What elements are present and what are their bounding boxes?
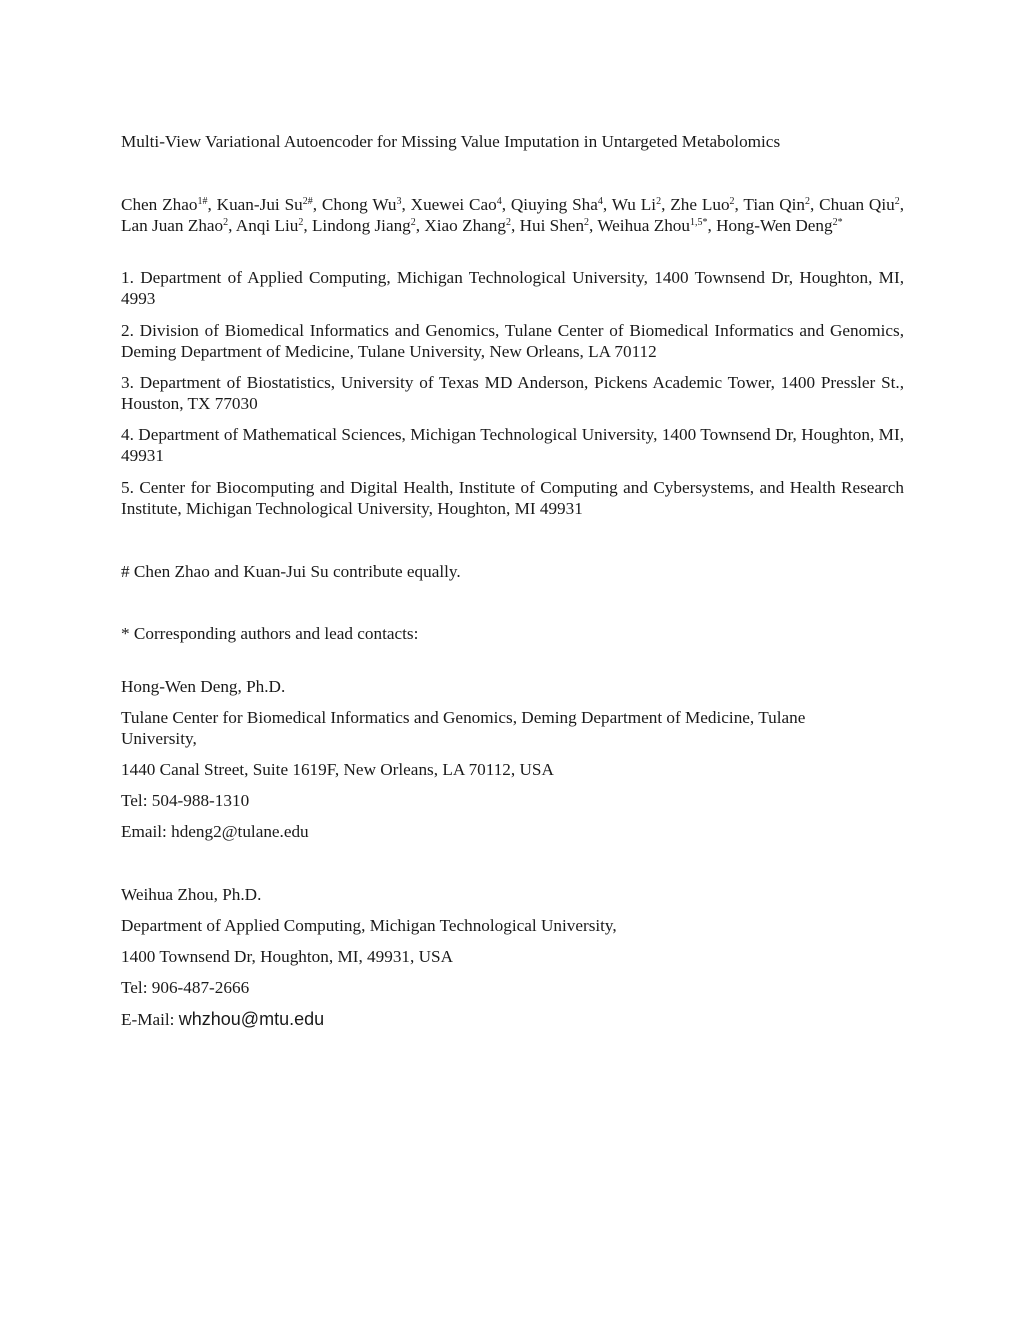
author-affiliation-marker: 4 (597, 196, 603, 207)
author-affiliation-marker: 1# (197, 196, 208, 207)
author-name: Lindong Jiang (311, 216, 411, 235)
author-name: Chen Zhao (121, 195, 198, 214)
author-separator: , (707, 216, 712, 235)
author-affiliation-marker: 1,5* (689, 217, 708, 228)
contact1-address: 1440 Canal Street, Suite 1619F, New Orleans, LA 70112, USA (121, 760, 554, 779)
author-name: Chuan Qiu (819, 195, 895, 214)
contact1-email[interactable]: Email: hdeng2@tulane.edu (121, 822, 309, 841)
author-name: Xiao Zhang (424, 216, 506, 235)
author-separator: , (312, 195, 318, 214)
affiliation-1: 1. Department of Applied Computing, Michigan Technological University, 1400 Townsend Dr, Houghton, MI, 4993 (121, 268, 904, 308)
author-separator: , (589, 216, 594, 235)
author-affiliation-marker: 4 (496, 196, 502, 207)
author-name: Zhe Luo (670, 195, 730, 214)
author-affiliation-marker: 2 (410, 217, 416, 228)
author-separator: , (661, 195, 666, 214)
author-affiliation-marker: 2* (832, 217, 843, 228)
author-affiliation-marker: 3 (396, 196, 402, 207)
author-separator: , (734, 195, 739, 214)
author-separator: , (510, 216, 516, 235)
author-affiliation-marker: 2 (223, 217, 229, 228)
contact1-affiliation: Tulane Center for Biomedical Informatics and Genomics, Deming Department of Medicine, Tulane University, (121, 708, 806, 748)
author-name: Chong Wu (321, 195, 397, 214)
author-name: Hui Shen (519, 216, 585, 235)
author-separator: , (207, 195, 212, 214)
affiliation-5: 5. Center for Biocomputing and Digital Health, Institute of Computing and Cybersystems, and Health Research Institute, Michigan Technological University, Houghton, MI 49931 (121, 478, 904, 518)
affiliation-3: 3. Department of Biostatistics, University of Texas MD Anderson, Pickens Academic Tower, 1400 Pressler St., Houston, TX 77030 (121, 373, 904, 413)
contact1-name: Hong-Wen Deng, Ph.D. (121, 677, 286, 696)
author-separator: , (401, 195, 406, 214)
contact2-affiliation: Department of Applied Computing, Michigan Technological University, (121, 916, 617, 935)
author-affiliation-marker: 2 (298, 217, 304, 228)
affiliation-2: 2. Division of Biomedical Informatics and Genomics, Tulane Center of Biomedical Informatics and Genomics, Deming Department of Medicine, Tulane University, New Orleans, LA 70112 (121, 321, 904, 361)
contact2-email (121, 1009, 904, 1030)
contact2-email-address[interactable]: whzhou@mtu.edu (178, 1009, 325, 1029)
author-affiliation-marker: 2 (656, 196, 662, 207)
author-separator: , (809, 195, 815, 214)
author-separator: , (415, 216, 421, 235)
author-affiliation-marker: 2# (302, 196, 313, 207)
author-name: Weihua Zhou (597, 216, 690, 235)
author-name: Qiuying Sha (510, 195, 598, 214)
author-name: Wu Li (611, 195, 657, 214)
author-affiliation-marker: 2 (729, 196, 735, 207)
author-name: Lan Juan Zhao (121, 216, 224, 235)
paper-title: Multi-View Variational Autoencoder for Missing Value Imputation in Untargeted Metabolomics (121, 132, 781, 151)
author-name: Tian Qin (743, 195, 805, 214)
author-list (121, 194, 904, 236)
author-separator: , (501, 195, 506, 214)
author-name: Anqi Liu (235, 216, 299, 235)
author-separator: , (602, 195, 608, 214)
author-affiliation-marker: 2 (804, 196, 810, 207)
author-separator: , (228, 216, 233, 235)
author-name: Hong-Wen Deng (716, 216, 833, 235)
contact2-tel: Tel: 906-487-2666 (121, 978, 250, 997)
author-name: Kuan-Jui Su (216, 195, 303, 214)
equal-contribution-note: # Chen Zhao and Kuan-Jui Su contribute equally. (121, 562, 461, 581)
author-affiliation-marker: 2 (894, 196, 900, 207)
author-name: Xuewei Cao (410, 195, 497, 214)
author-affiliation-marker: 2 (505, 217, 511, 228)
author-separator: , (303, 216, 308, 235)
corresponding-heading: * Corresponding authors and lead contacts: (121, 624, 419, 643)
contact1-tel: Tel: 504-988-1310 (121, 791, 250, 810)
contact2-address: 1400 Townsend Dr, Houghton, MI, 49931, USA (121, 947, 453, 966)
author-separator: , (899, 195, 905, 214)
affiliation-4: 4. Department of Mathematical Sciences, Michigan Technological University, 1400 Townsend Dr, Houghton, MI, 49931 (121, 425, 904, 465)
author-affiliation-marker: 2 (584, 217, 590, 228)
contact2-email-label: E-Mail: (121, 1010, 179, 1029)
contact2-name: Weihua Zhou, Ph.D. (121, 885, 262, 904)
